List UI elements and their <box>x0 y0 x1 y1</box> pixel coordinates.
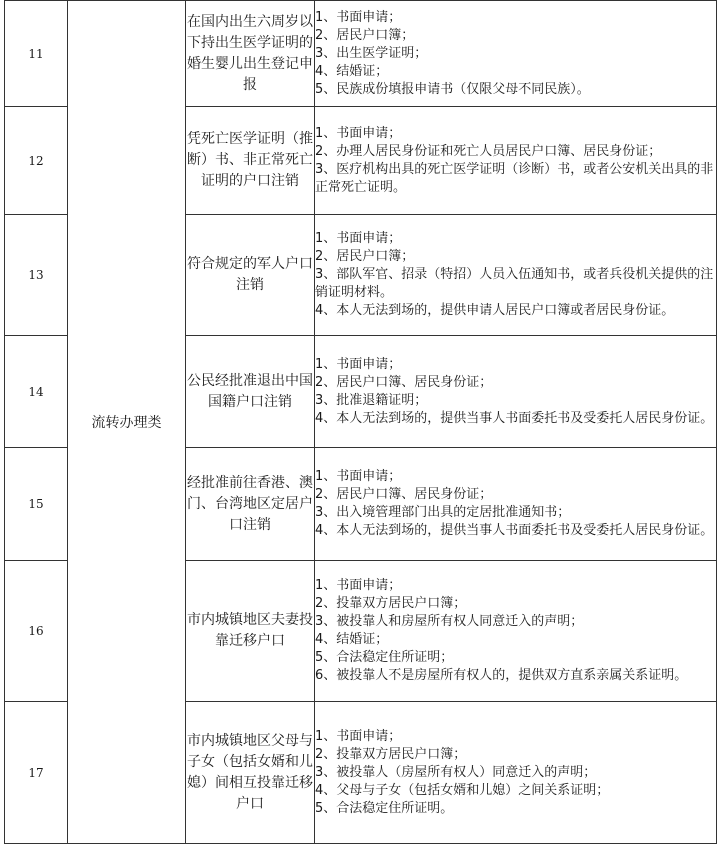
material-item: 4、父母与子女（包括女婿和儿媳）之间关系证明； <box>315 782 610 798</box>
material-item: 5、民族成份填报申请书（仅限父母不同民族）。 <box>315 81 590 97</box>
item-name: 公民经批准退出中国国籍户口注销 <box>186 336 315 448</box>
materials-list <box>315 1 717 107</box>
row-number: 14 <box>5 336 68 448</box>
material-item: 2、居民户口簿； <box>315 27 415 43</box>
material-item: 3、被投靠人和房屋所有权人同意迁入的声明； <box>315 614 584 629</box>
row-number: 13 <box>5 215 68 336</box>
material-item: 4、本人无法到场的，提供申请人居民户口簿或者居民身份证。 <box>315 303 675 318</box>
material-item: 3、医疗机构出具的死亡医学证明（诊断）书，或者公安机关出具的非正常死亡证明。 <box>315 161 714 195</box>
material-item: 1、书面申请； <box>315 578 402 593</box>
row-number: 11 <box>5 1 68 107</box>
item-name: 符合规定的军人户口注销 <box>186 215 315 336</box>
material-item: 2、居民户口簿； <box>315 249 415 264</box>
material-item: 3、被投靠人（房屋所有权人）同意迁入的声明； <box>315 764 597 780</box>
material-item: 1、书面申请； <box>315 125 402 141</box>
material-item: 4、结婚证； <box>315 63 389 79</box>
material-item: 4、结婚证； <box>315 632 389 647</box>
material-item: 2、办理人居民身份证和死亡人员居民户口簿、居民身份证； <box>315 143 662 159</box>
item-name: 经批准前往香港、澳门、台湾地区定居户口注销 <box>186 448 315 561</box>
row-number: 16 <box>5 561 68 702</box>
item-name: 市内城镇地区夫妻投靠迁移户口 <box>186 561 315 702</box>
material-item: 2、投靠双方居民户口簿； <box>315 746 467 762</box>
material-item: 1、书面申请； <box>315 728 402 744</box>
material-item: 3、部队军官、招录（特招）人员入伍通知书，或者兵役机关提供的注销证明材料。 <box>315 267 714 300</box>
materials-list <box>315 561 717 702</box>
material-item: 3、出入境管理部门出具的定居批准通知书； <box>315 505 571 520</box>
material-item: 2、居民户口簿、居民身份证； <box>315 487 493 502</box>
material-item: 1、书面申请； <box>315 231 402 246</box>
row-number: 15 <box>5 448 68 561</box>
material-item: 2、投靠双方居民户口簿； <box>315 596 467 611</box>
row-number: 12 <box>5 107 68 215</box>
materials-list <box>315 702 717 844</box>
row-number: 17 <box>5 702 68 844</box>
material-item: 5、合法稳定住所证明。 <box>315 800 454 816</box>
material-item: 5、合法稳定住所证明； <box>315 650 454 665</box>
materials-list <box>315 215 717 336</box>
material-item: 4、本人无法到场的，提供当事人书面委托书及受委托人居民身份证。 <box>315 523 714 538</box>
item-name: 凭死亡医学证明（推断）书、非正常死亡证明的户口注销 <box>186 107 315 215</box>
materials-list <box>315 448 717 561</box>
material-item: 1、书面申请； <box>315 469 402 484</box>
item-name: 在国内出生六周岁以下持出生医学证明的婚生婴儿出生登记申报 <box>186 1 315 107</box>
materials-list <box>315 336 717 448</box>
table-body <box>5 1 717 844</box>
material-item: 6、被投靠人不是房屋所有权人的，提供双方直系亲属关系证明。 <box>315 668 688 683</box>
table-row <box>5 1 717 107</box>
category-cell: 流转办理类 <box>68 1 186 844</box>
material-item: 2、居民户口簿、居民身份证； <box>315 374 493 390</box>
material-item: 3、出生医学证明； <box>315 45 428 61</box>
material-item: 1、书面申请； <box>315 356 402 372</box>
material-item: 1、书面申请； <box>315 9 402 25</box>
registration-materials-table <box>4 0 717 844</box>
item-name: 市内城镇地区父母与子女（包括女婿和儿媳）间相互投靠迁移户口 <box>186 702 315 844</box>
materials-list <box>315 107 717 215</box>
material-item: 4、本人无法到场的，提供当事人书面委托书及受委托人居民身份证。 <box>315 410 714 426</box>
material-item: 3、批准退籍证明； <box>315 392 428 408</box>
